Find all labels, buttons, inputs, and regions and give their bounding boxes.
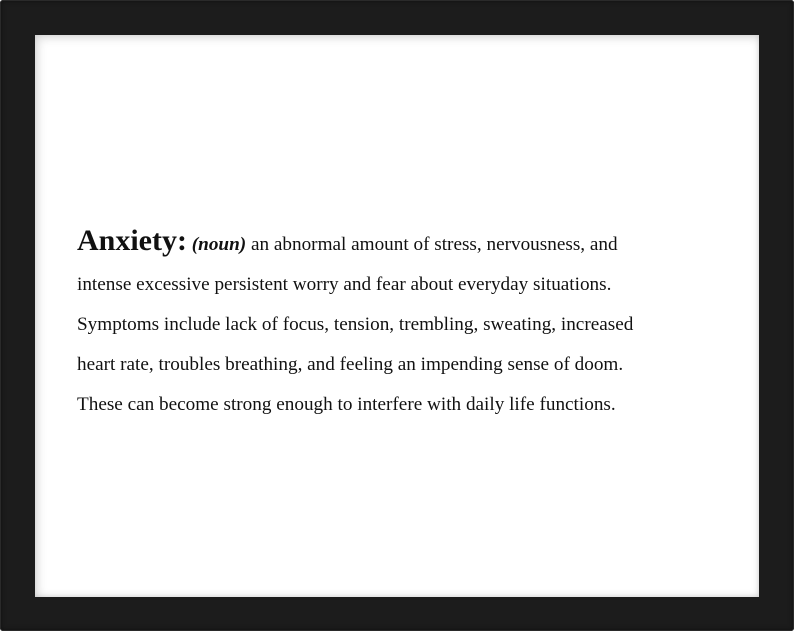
part-of-speech: (noun) xyxy=(191,234,247,255)
definition-line-5: These can become strong enough to interfere with daily life functions. xyxy=(77,394,616,415)
definition-text xyxy=(77,221,749,425)
definition-line-1: an abnormal amount of stress, nervousness, and xyxy=(250,234,618,255)
poster-mat xyxy=(35,35,759,597)
definition-line-4: heart rate, troubles breathing, and feeling an impending sense of doom. xyxy=(77,354,624,375)
term-heading: Anxiety: xyxy=(77,224,187,257)
definition-line-3: Symptoms include lack of focus, tension, trembling, sweating, increased xyxy=(77,314,634,335)
definition-line-2: intense excessive persistent worry and fear about everyday situations. xyxy=(77,274,612,295)
